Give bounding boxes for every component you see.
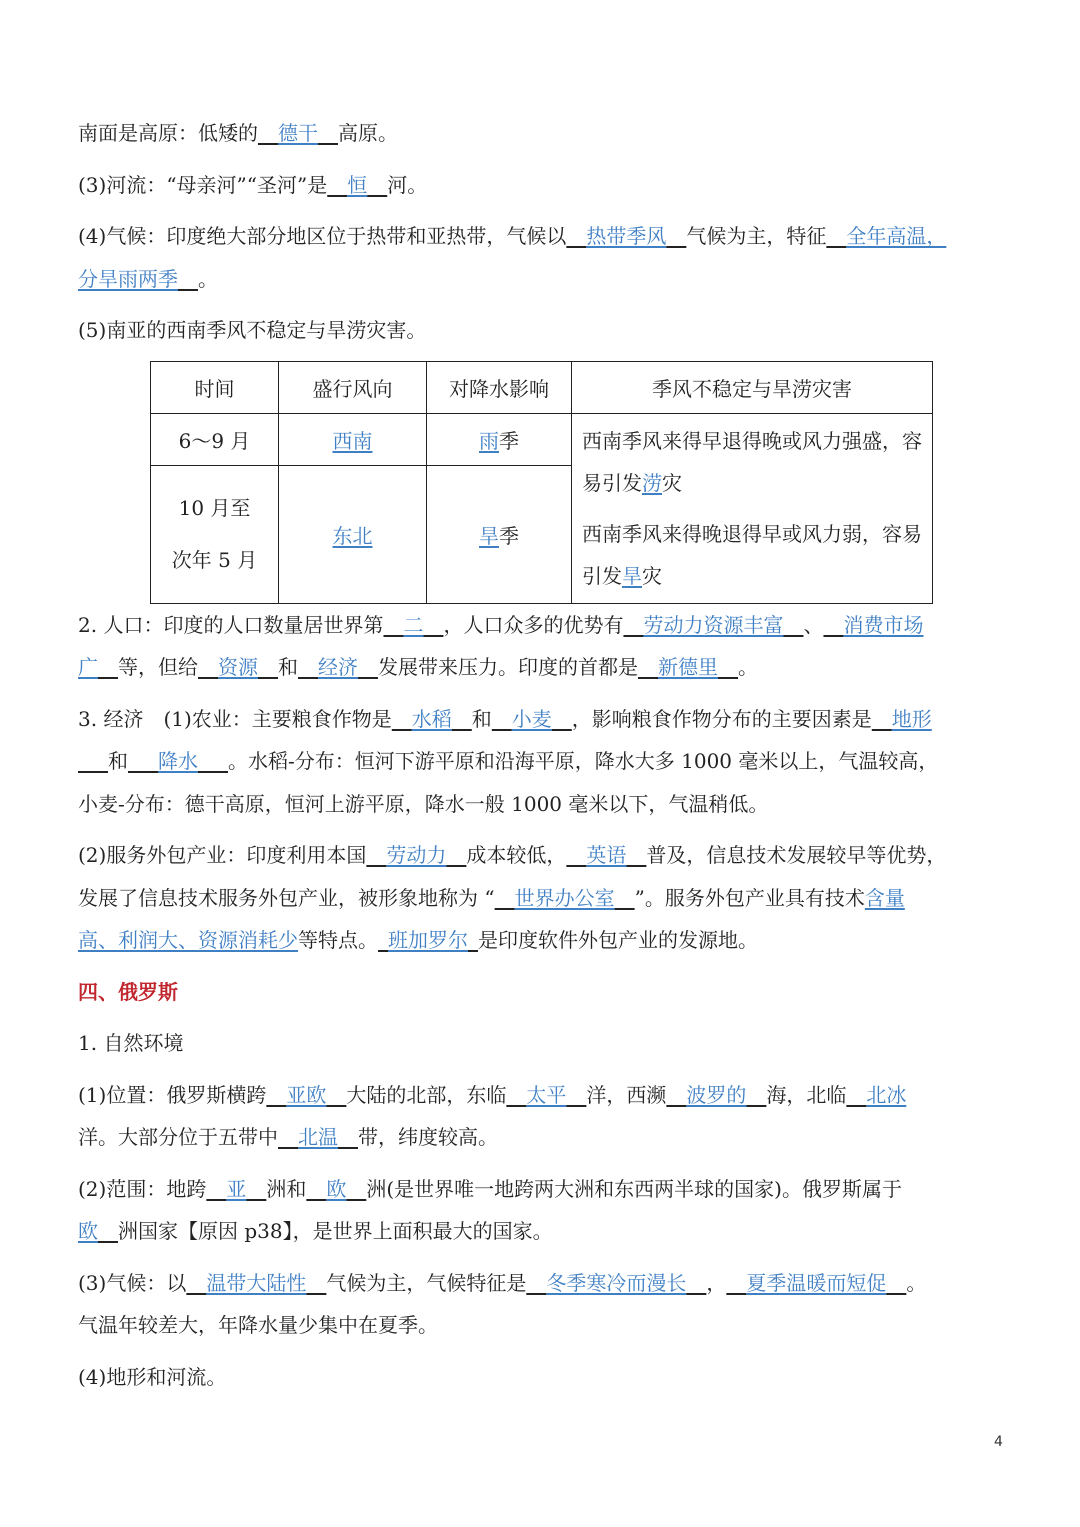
- page-number: 4: [994, 1434, 1003, 1450]
- answer: 夏季温暖而短促: [746, 1270, 887, 1295]
- text-line: (4)地形和河流。: [78, 1364, 227, 1389]
- answer: 德干: [278, 121, 318, 145]
- text-line: (1)位置：俄罗斯横跨 亚欧 大陆的北部，东临 太平 洋，西濒 波罗的 海，北临 北冰: [78, 1082, 907, 1107]
- answer: 班加罗尔: [388, 928, 468, 952]
- table-header: 对降水影响: [427, 361, 572, 413]
- answer: 水稻: [411, 706, 452, 731]
- answer: 冬季寒冷而漫长: [546, 1270, 687, 1295]
- text-line: 1. 自然环境: [78, 1031, 184, 1055]
- section-heading: 四、俄罗斯: [78, 979, 178, 1004]
- text-line: 小麦-分布：德干高原，恒河上游平原，降水一般 1000 毫米以下，气温稍低。: [78, 791, 769, 816]
- text-line: (3)河流：“母亲河”“圣河”是 恒 河。: [78, 172, 428, 197]
- table-cell: 旱季: [427, 466, 572, 603]
- text-line: (2)范围：地跨 亚 洲和 欧 洲(是世界唯一地跨两大洲和东西两半球的国家)。俄罗斯属于: [78, 1176, 902, 1201]
- answer: 分旱雨两季: [78, 266, 178, 291]
- answer: 资源: [218, 655, 258, 679]
- answer: 太平: [526, 1082, 567, 1107]
- text-line: 广 等，但给 资源 和 经济 发展带来压力。印度的首都是 新德里 。: [78, 655, 758, 679]
- text-line: 2. 人口：印度的人口数量居世界第 二 ，人口众多的优势有 劳动力资源丰富 、 消费市场: [78, 612, 924, 637]
- answer: 恒: [347, 172, 368, 197]
- answer: 小麦: [511, 706, 552, 731]
- answer: 欧: [326, 1176, 347, 1201]
- table-cell: 东北: [279, 466, 427, 603]
- text-line: 3. 经济 (1)农业：主要粮食作物是 水稻 和 小麦 ，影响粮食作物分布的主要因素是 地形: [78, 706, 932, 731]
- text-line: 气温年较差大，年降水量少集中在夏季。: [78, 1313, 438, 1337]
- answer: 二: [403, 612, 424, 637]
- answer: 劳动力: [386, 843, 447, 867]
- text-line: (5)南亚的西南季风不稳定与旱涝灾害。: [78, 318, 427, 342]
- table-header: 季风不稳定与旱涝灾害: [572, 361, 933, 413]
- text-line: 高、利润大、资源消耗少等特点。 班加罗尔 是印度软件外包产业的发源地。: [78, 928, 758, 952]
- text-line: 和 降水 。水稻-分布：恒河下游平原和沿海平原，降水大多 1000 毫米以上，气温较高，: [108, 749, 939, 773]
- answer: 亚: [226, 1176, 247, 1201]
- answer: 消费市场: [843, 612, 924, 637]
- answer: 含量: [864, 885, 905, 910]
- text-line: 欧 洲国家【原因 p38】，是世界上面积最大的国家。: [78, 1219, 553, 1243]
- answer: 波罗的: [686, 1082, 747, 1107]
- table-cell: 西南: [279, 413, 427, 466]
- answer: 亚欧: [286, 1082, 327, 1107]
- answer: 北温: [298, 1125, 338, 1149]
- text-line: 发展了信息技术服务外包产业，被形象地称为 “ 世界办公室 ”。服务外包产业具有技术含量: [78, 885, 905, 910]
- table-cell: 6～9 月: [151, 413, 279, 466]
- table-header: 盛行风向: [279, 361, 427, 413]
- table-cell: 雨季: [427, 413, 572, 466]
- text-line: (4)气候：印度绝大部分地区位于热带和亚热带，气候以 热带季风 气候为主，特征 全年高温，: [78, 224, 947, 248]
- answer: 世界办公室: [514, 885, 615, 910]
- answer: 全年高温，: [846, 224, 947, 248]
- answer: 降水: [158, 749, 198, 773]
- answer: 欧: [78, 1219, 98, 1243]
- answer: 英语: [586, 843, 627, 867]
- text-line: (3)气候：以 温带大陆性 气候为主，气候特征是 冬季寒冷而漫长 ， 夏季温暖而短促 。: [78, 1270, 927, 1295]
- text-line: 洋。大部分位于五带中 北温 带，纬度较高。: [78, 1125, 498, 1149]
- answer: 经济: [318, 655, 358, 679]
- document-body: [78, 112, 1004, 1398]
- answer: 热带季风: [586, 224, 667, 248]
- monsoon-table: [150, 361, 933, 604]
- answer: 广: [78, 655, 98, 679]
- table-header: 时间: [151, 361, 279, 413]
- text-line: (2)服务外包产业：印度利用本国 劳动力 成本较低， 英语 普及，信息技术发展较早等优势，: [78, 843, 947, 867]
- answer: 温带大陆性: [206, 1270, 307, 1295]
- answer: 北冰: [866, 1082, 907, 1107]
- answer: 劳动力资源丰富: [643, 612, 784, 637]
- text-line: 分旱雨两季 。: [78, 266, 218, 291]
- answer: 新德里: [658, 655, 718, 679]
- answer: 地形: [891, 706, 932, 731]
- table-cell: 10 月至 次年 5 月: [151, 466, 279, 603]
- answer: 高、利润大、资源消耗少: [78, 928, 298, 952]
- text-line: 南面是高原：低矮的 德干 高原。: [78, 121, 398, 145]
- table-cell-description: 西南季风来得早退得晚或风力强盛，容易引发涝灾 西南季风来得晚退得早或风力弱，容易引发旱灾: [572, 413, 933, 603]
